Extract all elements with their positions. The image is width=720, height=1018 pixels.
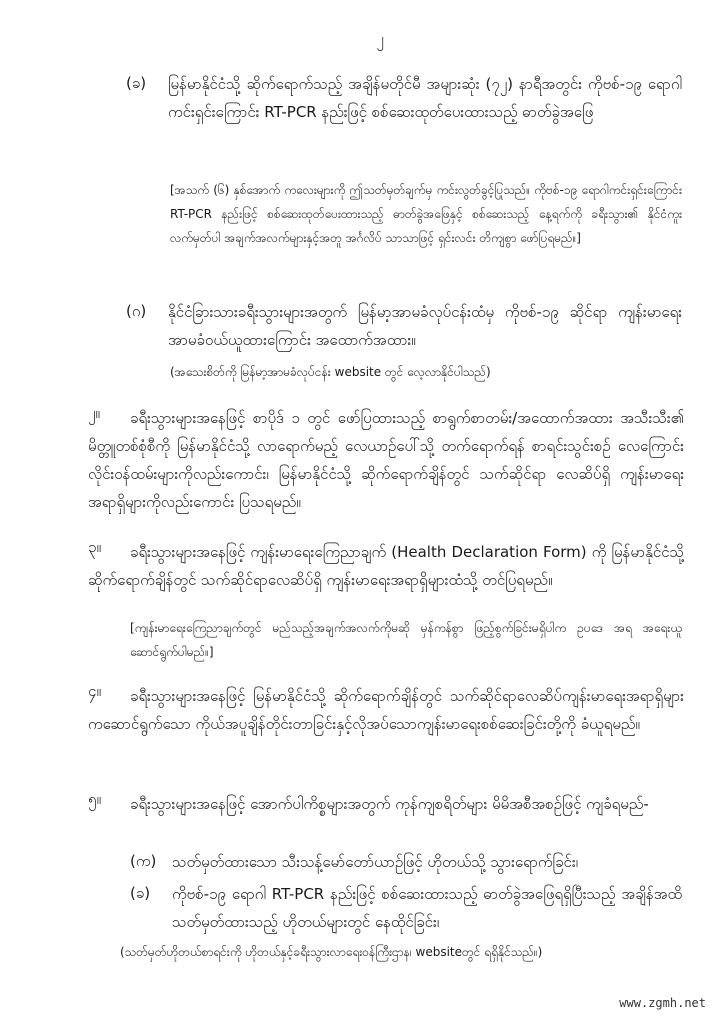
final-note xyxy=(120,940,680,964)
item-marker: (ဂ) xyxy=(126,302,147,320)
list-item-ga xyxy=(126,298,682,354)
sub-item-kha xyxy=(130,880,682,936)
item-note xyxy=(170,360,682,384)
item-note xyxy=(170,178,682,250)
item-note-text: (အသေးစိတ်ကို မြန်မာ့အာမခံလုပ်ငန်း website တွင် လေ့လာနိုင်ပါသည်) xyxy=(170,365,491,379)
paragraph-5 xyxy=(88,790,684,818)
paragraph-number: ၄။ xyxy=(88,682,101,700)
item-marker: (ခ) xyxy=(126,74,147,92)
paragraph-number: ၂။ xyxy=(88,404,100,422)
sub-item-text: သတ်မှတ်ထားသော သီးသန့်မော်တော်ယာဉ်ဖြင့် ဟိုတယ်သို့ သွားရောက်ခြင်း၊ xyxy=(172,853,579,871)
paragraph-note-text: [ကျန်းမာရေးကြေညာချက်တွင် မည်သည့်အချက်အလက်ကိုမဆို မှန်ကန်စွာ ဖြည့်စွက်ခြင်းမရှိပါက ဥပဒေ အရ အရေးယူဆောင်ရွက်ပါမည်။] xyxy=(130,621,682,659)
paragraph-note xyxy=(130,616,682,664)
watermark: www.zgmh.net xyxy=(619,996,706,1010)
page-number: ၂ xyxy=(376,30,384,48)
paragraph-4 xyxy=(88,682,684,738)
item-text: နိုင်ငံခြားသားခရီးသွားများအတွက် မြန်မာ့အာမခံလုပ်ငန်းထံမှ ကိုဗစ်-၁၉ ဆိုင်ရာ ကျန်းမာရေး အာမခံဝယ်ယူထားကြောင်း အထောက်အထား။ xyxy=(168,303,682,349)
sub-item-marker: (ခ) xyxy=(130,884,151,902)
list-item-kha xyxy=(126,70,682,126)
paragraph-3 xyxy=(88,538,684,594)
paragraph-number: ၃။ xyxy=(88,538,101,556)
item-text: မြန်မာနိုင်ငံသို့ ဆိုက်ရောက်သည့် အချိန်မတိုင်မီ အများဆုံး (၇၂) နာရီအတွင်း ကိုဗစ်-၁၉ ရောဂါကင်းရှင်းကြောင်း RT-PCR နည်းဖြင့် စစ်ဆေးထုတ်ပေးထားသည့် ဓာတ်ခွဲအဖြေ xyxy=(168,75,682,121)
paragraph-text: ခရီးသွားများအနေဖြင့် အောက်ပါကိစ္စများအတွက် ကုန်ကျစရိတ်များ မိမိအစီအစဉ်ဖြင့် ကျခံရမည်- xyxy=(130,795,649,813)
paragraph-text: ခရီးသွားများအနေဖြင့် စာပိုဒ် ၁ တွင် ဖော်ပြထားသည့် စာရွက်စာတမ်း/အထောက်အထား အသီးသီး၏ မိတ္တူတစ်စုံစီကို မြန်မာနိုင်ငံသို့ လာရောက်မည့် လေယာဉ်ပေါ်သို့ တက်ရောက်ရန် စာရင်းသွင်းစဉ် လေကြောင်းလိုင်းဝန်ထမ်းများကိုလည်းကောင်း၊ မြန်မာနိုင်ငံသို့ ဆိုက်ရောက်ချိန်တွင် သက်ဆိုင်ရာ လေဆိပ်ရှိ ကျန်းမာရေးအရာရှိများကိုလည်းကောင်း ပြသရမည်။ xyxy=(88,409,684,511)
sub-item-ka xyxy=(130,848,682,876)
paragraph-number: ၅။ xyxy=(88,790,101,808)
paragraph-2 xyxy=(88,404,684,516)
paragraph-text: ခရီးသွားများအနေဖြင့် မြန်မာနိုင်ငံသို့ ဆိုက်ရောက်ချိန်တွင် သက်ဆိုင်ရာလေဆိပ်ကျန်းမာရေးအရာရှိများကဆောင်ရွက်သော ကိုယ်အပူချိန်တိုင်းတာခြင်းနှင့်လိုအပ်သောကျန်းမာရေးစစ်ဆေးခြင်းတို့ကို ခံယူရမည်။ xyxy=(88,687,684,733)
item-note-text: [အသက် (၆) နှစ်အောက် ကလေးများကို ဤသတ်မှတ်ချက်မှ ကင်းလွတ်ခွင့်ပြုသည်။ ကိုဗစ်-၁၉ ရောဂါကင်းရှင်းကြောင်း RT-PCR နည်းဖြင့် စစ်ဆေးထုတ်ပေးထားသည့် ဓာတ်ခွဲအဖြေနှင့် စစ်ဆေးသည့် နေ့ရက်ကို ခရီးသွား၏ နိုင်ငံကူးလက်မှတ်ပါ အချက်အလက်များနှင့်အတူ အင်္ဂလိပ် သာသာဖြင့် ရှင်းလင်း တိကျစွာ ဖော်ပြရမည်။] xyxy=(170,183,682,245)
sub-item-marker: (က) xyxy=(130,852,157,870)
paragraph-text: ခရီးသွားများအနေဖြင့် ကျန်းမာရေးကြေညာချက် (Health Declaration Form) ကို မြန်မာနိုင်ငံသို့ ဆိုက်ရောက်ချိန်တွင် သက်ဆိုင်ရာလေဆိပ်ရှိ ကျန်းမာရေးအရာရှိများထံသို့ တင်ပြရမည်။ xyxy=(88,543,684,589)
final-note-text: (သတ်မှတ်ဟိုတယ်စာရင်းကို ဟိုတယ်နှင့်ခရီးသွားလာရေးဝန်ကြီးဌာန၊ websiteတွင် ရရှိနိုင်သည်။) xyxy=(120,945,543,959)
sub-item-text: ကိုဗစ်-၁၉ ရောဂါ RT-PCR နည်းဖြင့် စစ်ဆေးထားသည့် ဓာတ်ခွဲအဖြေရရှိပြီးသည့် အချိန်အထိ သတ်မှတ်ထားသည့် ဟိုတယ်များတွင် နေထိုင်ခြင်း၊ xyxy=(172,885,682,931)
